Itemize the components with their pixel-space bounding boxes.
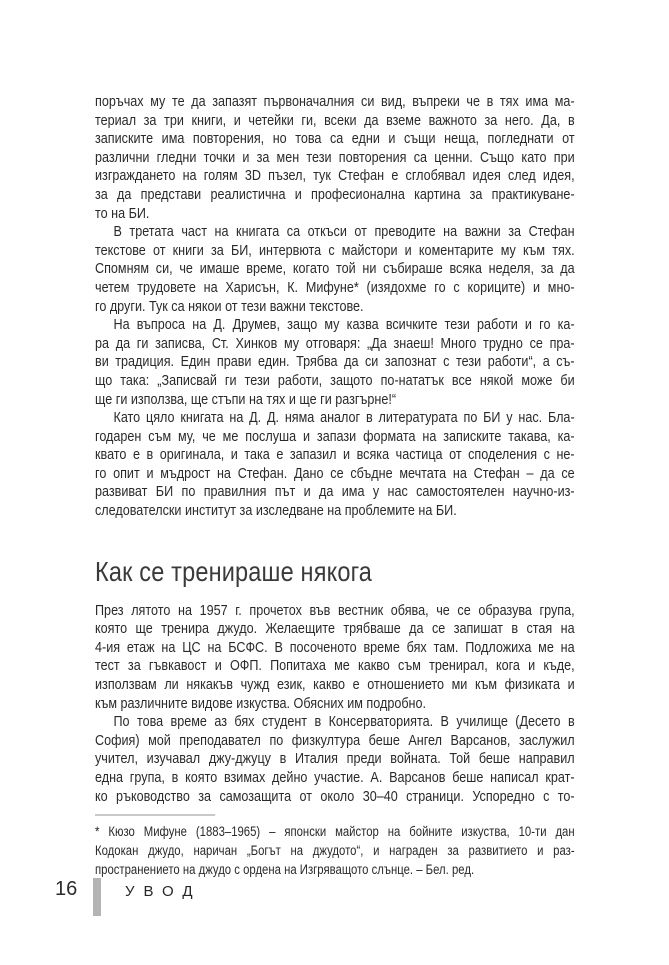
text-line: учител, изучавал джу-джуцу в Италия преди войната. Той беше направил — [95, 750, 575, 768]
text-line: записките има повторения, но това са едни и същи неща, погледнати от — [95, 130, 575, 148]
text-line: изграждането на голям 3D пъзел, тук Стефан е сглобявал идея след идея, — [95, 167, 575, 185]
footnote-divider — [95, 814, 215, 816]
text-line: В третата част на книгата са откъси от преводите на важни за Стефан — [113, 223, 575, 241]
text-line: Кодокан джудо, наричан „Богът на джудото“, и награден за развитието и раз- — [95, 843, 575, 859]
text-line: По това време аз бях студент в Консерваторията. В училище (Десето в — [113, 713, 575, 731]
text-line: тест за гъвкавост и ОФП. Попитаха ме какво съм тренирал, кога и къде, — [95, 657, 575, 675]
text-line: която ще тренира джудо. Желаещите трябваше да се запишат в стая на — [95, 620, 575, 638]
text-column — [95, 0, 575, 879]
text-line: ко ръководство за самозащита от около 30–40 страници. Успоредно с то- — [95, 787, 575, 805]
text-line: 4-ия етаж на ЦС на БСФС. В посоченото време бях там. Подложиха ме на — [95, 638, 575, 656]
text-line: териал за три книги, и четейки ги, всеки да вземе важното за него. Да, в — [95, 111, 575, 129]
intro-paragraphs — [95, 93, 575, 521]
text-line: що така: „Записвай ги тези работи, защото по-нататък все някой може би — [95, 371, 575, 389]
text-line: квато е в оригинала, и така е запазил и всяка частица от споделения с не- — [95, 446, 575, 464]
text-line: * Кюзо Мифуне (1883–1965) – японски майстор на бойните изкуства, 10-ти дан — [95, 824, 575, 840]
text-line: една група, в която взимах дейно участие. А. Варсанов беше написал крат- — [95, 769, 575, 786]
footer-bar — [93, 878, 101, 916]
text-line: към различните видове изкуства. Обясних им подробно. — [95, 694, 427, 712]
text-line: ви традиция. Един прави един. Трябва да си запознат с тези работи“, а съ- — [95, 353, 575, 371]
text-line: ще ги използва, ще стъпи на тях и ще ги разгърне!“ — [95, 390, 397, 408]
text-line: Като цяло книгата на Д. Д. няма аналог в литературата по БИ у нас. Бла- — [113, 409, 575, 427]
text-line: На въпроса на Д. Друмев, защо му казва всичките тези работи и го ка- — [113, 316, 575, 334]
footnote-text — [95, 822, 575, 879]
text-line: София) мой преподавател по физкултура беше Ангел Варсанов, заслужил — [95, 731, 575, 749]
text-line: следователски институт за изследване на проблемите на БИ. — [95, 502, 457, 520]
text-line: ра да ги записва, Ст. Хинков му отговаря: „Да знаеш! Много трудно се пра- — [95, 334, 575, 352]
page-footer — [0, 876, 669, 920]
text-line: поръчах му те да запазят първоначалния си вид, въпреки че в тях има ма- — [95, 93, 575, 110]
chapter-paragraphs — [95, 602, 575, 807]
text-line: го други. Тук са някои от тези важни текстове. — [95, 297, 364, 315]
text-line: то на БИ. — [95, 204, 150, 222]
text-line: използвам ли някакъв чужд език, какво е отношението ми към физиката и — [95, 676, 575, 694]
text-line: годарен съм му, че ме послуша и запази формата на записките такава, ка- — [95, 427, 575, 445]
text-line: четем трудовете на Харисън, К. Мифуне* (изядохме го с кориците) и мно- — [95, 278, 575, 296]
text-line: текстове от книги за БИ, интервюта с майстори и коментарите му към тях. — [95, 241, 575, 259]
footnote — [95, 814, 575, 879]
page-number: 16 — [55, 878, 78, 900]
text-line: развиват БИ по правилния път и да има у нас самостоятелен научно-из- — [95, 483, 575, 501]
text-line: През лятото на 1957 г. прочетох във вестник обява, че се образува група, — [95, 601, 575, 619]
chapter-heading: Как се тренираше някога — [95, 555, 373, 587]
text-line: го опит и мъдрост на Стефан. Дано се сбъдне мечтата на Стефан – да се — [95, 464, 575, 482]
text-line: за да представи реалистична и професионална картина за практикуване- — [95, 185, 575, 203]
text-line: различни гледни точки и за мен тези повторения са ценни. Също като при — [95, 148, 575, 166]
text-line: пространението на джудо с ордена на Изгряващото слънце. – Бел. ред. — [95, 862, 475, 878]
text-line: Спомням си, че имаше време, когато той ни събираше всяка неделя, за да — [95, 260, 575, 278]
footer-section-label: УВОД — [125, 883, 202, 900]
